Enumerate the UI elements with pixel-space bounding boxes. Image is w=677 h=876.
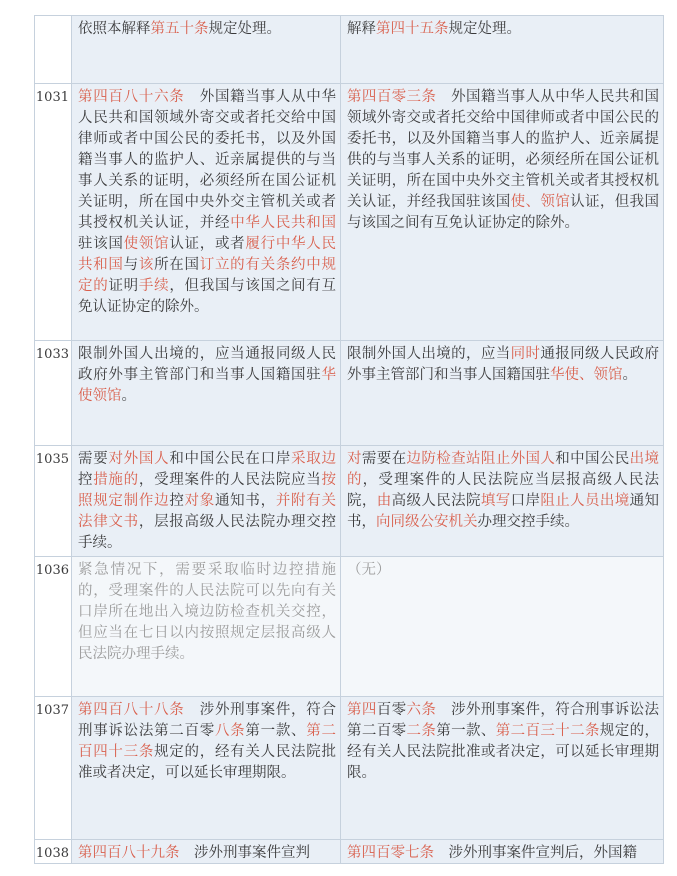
diff-highlight-text: 履行中华人民共和国 [78, 236, 336, 273]
article-text: ，受理案件的人民法院应当 [138, 472, 322, 488]
new-version-cell [341, 341, 664, 446]
article-text: 规定的，经有关人民法院批准或者决定，可以延长审理期限。 [78, 744, 336, 781]
article-text: 涉外刑事案件，符合刑事诉讼法第二百零 [347, 702, 659, 739]
row-number: 1036 [35, 557, 72, 697]
table-row [35, 341, 664, 446]
diff-highlight-text: 华使、领馆 [550, 367, 623, 383]
old-version-cell [72, 341, 341, 446]
article-text: 控 [169, 493, 185, 509]
article-text: ，但我国与该国之间有互免认证协定的除外。 [78, 278, 336, 315]
article-text: 通知书， [214, 493, 276, 509]
diff-highlight-text: 二条 [406, 723, 437, 739]
diff-highlight-text: 采取边 [291, 451, 336, 467]
table-row [35, 84, 664, 341]
diff-highlight-text: 手续 [138, 278, 170, 294]
article-text: 驻该国 [78, 236, 124, 252]
old-version-cell [72, 557, 341, 697]
article-text: 百零 [376, 702, 407, 718]
article-text: 规定处理。 [208, 21, 281, 37]
article-text: 认证，或者 [169, 236, 246, 252]
new-version-cell [341, 697, 664, 840]
new-version-cell [341, 16, 664, 84]
article-text: 第一款、 [245, 723, 307, 739]
row-number: 1033 [35, 341, 72, 446]
article-text: ，受理案件的人民法院应当层报高级人民法院， [347, 472, 660, 509]
diff-highlight-text: 由 [376, 493, 392, 509]
article-text: 涉外刑事案件宣判后，外国籍 [434, 845, 637, 861]
article-text: 需要 [78, 451, 109, 467]
article-text: 限制外国人出境的，应当通报同级人民政府外事主管部门和当事人国籍国驻 [78, 346, 336, 383]
article-text: 通知书， [347, 493, 659, 530]
diff-highlight-text: 对外国人 [108, 451, 170, 467]
article-text: 规定处理。 [448, 21, 521, 37]
diff-highlight-text: 订立的有关条约中规定的 [78, 257, 336, 294]
article-text: 所在国 [154, 257, 200, 273]
old-version-cell [72, 697, 341, 840]
diff-highlight-text: 第四十五条 [376, 21, 449, 37]
diff-highlight-text: 填写 [480, 493, 511, 509]
diff-highlight-text: 六条 [406, 702, 437, 718]
row-number [35, 16, 72, 84]
article-text: 与 [123, 257, 139, 273]
legal-comparison-page [34, 15, 664, 864]
diff-highlight-text: 第四 [347, 702, 377, 718]
diff-highlight-text: 对象 [184, 493, 215, 509]
diff-highlight-text: 向同级公安机关 [376, 514, 478, 530]
article-text: 第一款、 [436, 723, 496, 739]
diff-highlight-text: 按照规定制作边 [78, 472, 336, 509]
article-text: ，层报高级人民法院办理交控手续。 [78, 514, 336, 551]
table-row [35, 697, 664, 840]
article-text: 办理交控手续。 [477, 514, 579, 530]
article-text: 高级人民法院 [391, 493, 481, 509]
article-text: 涉外刑事案件，符合刑事诉讼法第二百零 [78, 702, 336, 739]
article-text: 限制外国人出境的，应当 [347, 346, 511, 362]
diff-highlight-text: 第四百零三条 [347, 89, 437, 105]
new-version-cell [341, 446, 664, 557]
article-text: 规定的，经有关人民法院批准或者决定，可以延长审理期限。 [347, 723, 659, 781]
article-text: 。 [622, 367, 637, 383]
diff-highlight-text: 措施的 [93, 472, 139, 488]
diff-highlight-text: 第四百八十九条 [78, 845, 180, 861]
article-text: 依照本解释 [78, 21, 151, 37]
table-row [35, 446, 664, 557]
diff-highlight-text: 第四百八十六条 [78, 89, 185, 105]
diff-highlight-text: 第四百八十八条 [78, 702, 185, 718]
diff-highlight-text: 第二百四十三条 [78, 723, 336, 760]
article-text: 和中国公民在口岸 [169, 451, 292, 467]
old-version-cell [72, 446, 341, 557]
article-text: 。 [121, 388, 136, 404]
diff-highlight-text: 中华人民共和国 [230, 215, 336, 231]
row-number: 1037 [35, 697, 72, 840]
article-text: 外国籍当事人从中华人民共和国领域外寄交或者托交给中国律师或者中国公民的委托书，以及外国籍当事人的监护人、近亲属提供的与当事人关系的证明，必须经所在国公证机关证明，所在国中央外交主管机关或者其授权机关认证，并经 [78, 89, 336, 231]
row-number: 1031 [35, 84, 72, 341]
table-row [35, 557, 664, 697]
diff-highlight-text: 华使领馆 [78, 367, 336, 404]
row-number: 1038 [35, 840, 72, 864]
article-text: （无） [347, 562, 391, 578]
row-number: 1035 [35, 446, 72, 557]
diff-highlight-text: 阻止人员出境 [540, 493, 630, 509]
article-text: 紧急情况下，需要采取临时边控措施的，受理案件的人民法院可以先向有关口岸所在地出入境边防检查机关交控，但应当在七日以内按照规定层报高级人民法院办理手续。 [78, 562, 336, 662]
article-text: 认证，但我国与该国之间有互免认证协定的除外。 [347, 194, 659, 231]
diff-highlight-text: 八条 [214, 723, 246, 739]
diff-highlight-text: 同时 [510, 346, 541, 362]
diff-highlight-text: 第二百三十二条 [495, 723, 600, 739]
article-text: 和中国公民 [555, 451, 630, 467]
old-version-cell [72, 16, 341, 84]
article-text: 控 [78, 472, 94, 488]
diff-highlight-text: 该 [138, 257, 155, 273]
article-text: 证明 [108, 278, 139, 294]
old-version-cell [72, 840, 341, 864]
article-text: 涉外刑事案件宣判 [179, 845, 310, 861]
article-text: 口岸 [510, 493, 541, 509]
article-text: 解释 [347, 21, 376, 37]
table-row [35, 16, 664, 84]
diff-highlight-text: 第五十条 [150, 21, 209, 37]
diff-highlight-text: 第四百零七条 [347, 845, 434, 861]
diff-highlight-text: 并附有关法律文书 [78, 493, 336, 530]
diff-highlight-text: 使领馆 [123, 236, 170, 252]
old-version-cell [72, 84, 341, 341]
table-row [35, 840, 664, 864]
diff-highlight-text: 对 [347, 451, 362, 467]
article-text: 通报同级人民政府外事主管部门和当事人国籍国驻 [347, 346, 659, 383]
diff-highlight-text: 出境的 [347, 451, 659, 488]
diff-highlight-text: 边防检查站阻止外国人 [406, 451, 556, 467]
article-text: 需要在 [361, 451, 407, 467]
new-version-cell [341, 840, 664, 864]
article-text: 外国籍当事人从中华人民共和国领域外寄交或者托交给中国律师或者中国公民的委托书，以及外国籍当事人的监护人、近亲属提供的与当事人关系的证明，必须经所在国公证机关证明，所在国中央外交主管机关或者其授权机关认证，并经我国驻该国 [347, 89, 659, 210]
comparison-table [34, 15, 664, 864]
diff-highlight-text: 使、领馆 [510, 194, 571, 210]
new-version-cell [341, 557, 664, 697]
new-version-cell [341, 84, 664, 341]
